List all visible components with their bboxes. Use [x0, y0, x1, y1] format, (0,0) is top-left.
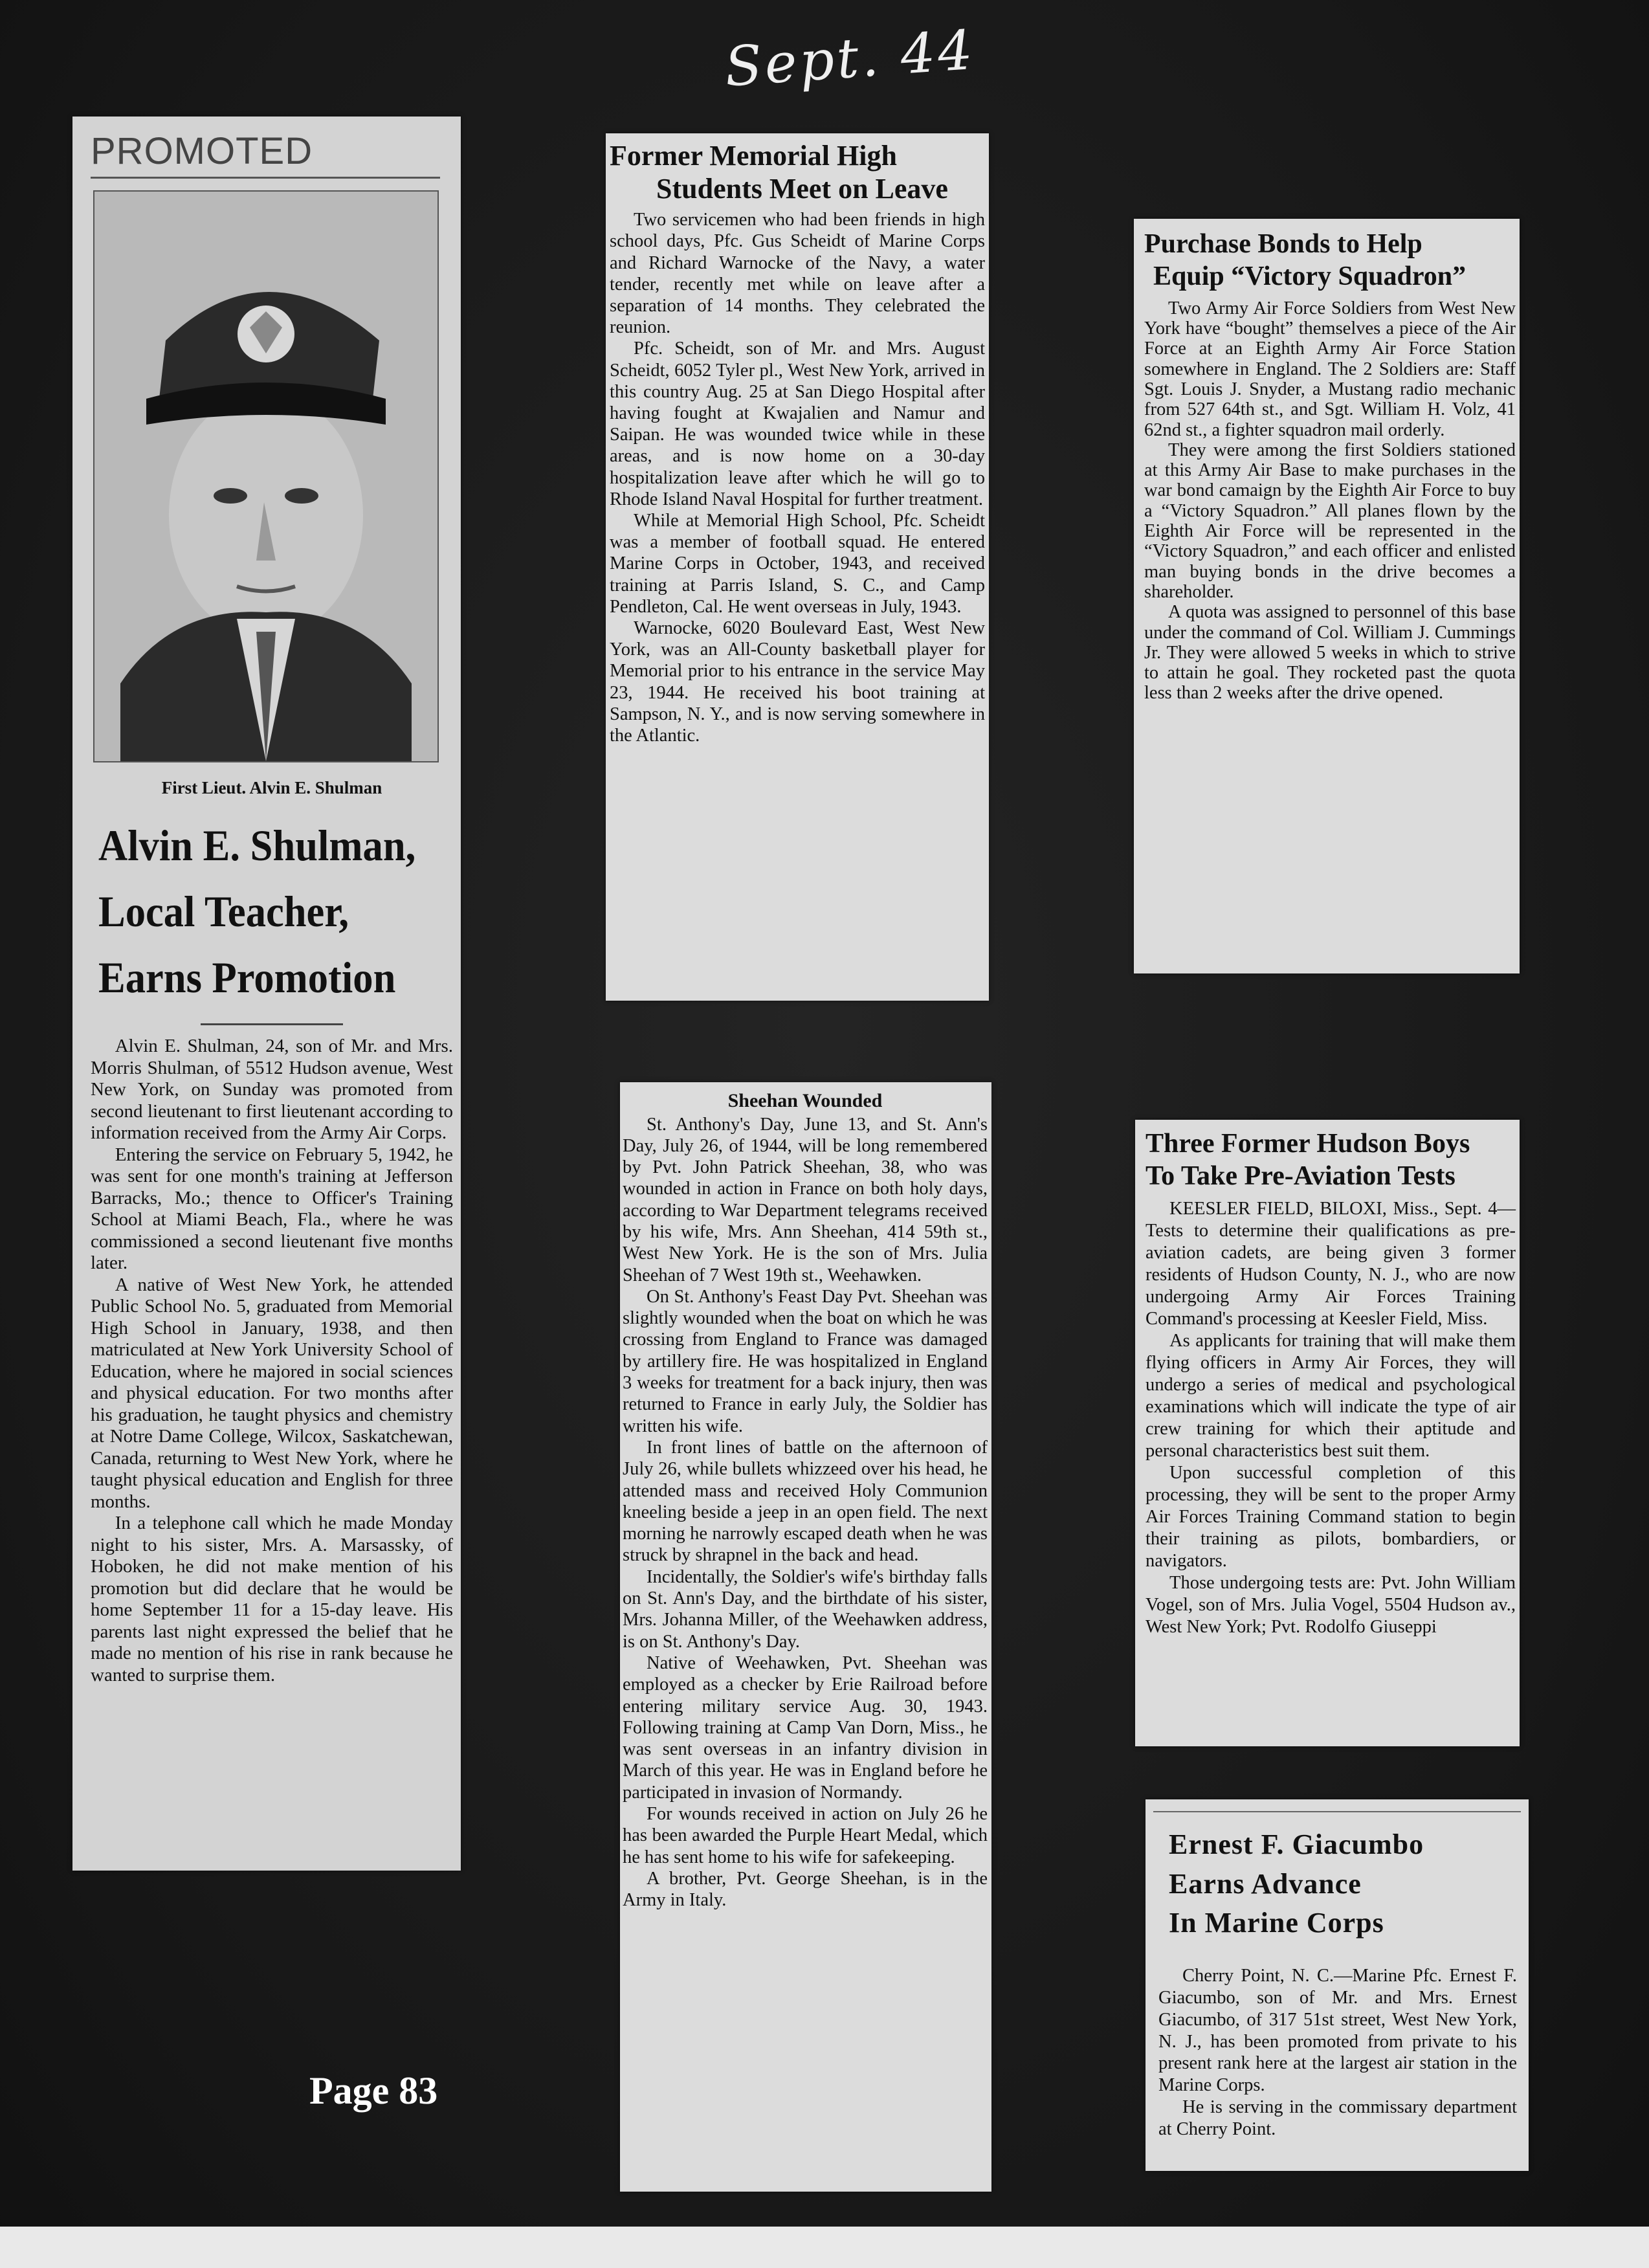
- paragraph: Upon successful completion of this processing, they will be sent to the proper Army Air Forces Training Command station to begin their training as pilots, bombardiers, or navigators.: [1145, 1462, 1516, 1571]
- officer-portrait-photo: [93, 190, 439, 762]
- clipping-sheehan-wounded: [620, 1082, 991, 2192]
- article-body: [1158, 1965, 1517, 2140]
- paragraph: Alvin E. Shulman, 24, son of Mr. and Mrs. Morris Shulman, of 5512 Hudson avenue, West New York, on Sunday was promoted from second lieutenant to first lieutenant according to information received from the Army Air Corps.: [91, 1036, 453, 1143]
- headline-line: Ernest F. Giacumbo: [1169, 1829, 1424, 1860]
- clipping-shulman-promotion: [72, 117, 461, 1871]
- page-number: Page 83: [309, 2069, 438, 2112]
- clipping-victory-squadron: [1134, 219, 1520, 973]
- photo-caption: First Lieut. Alvin E. Shulman: [161, 778, 382, 797]
- paragraph: In front lines of battle on the afternoon of July 26, while bullets whizzeed over his head, he attended mass and received Holy Communion kneeling beside a jeep in an open field. The next morning he narrowly escaped death when he was struck by shrapnel in the back and head.: [623, 1437, 988, 1566]
- divider: [201, 1023, 343, 1025]
- clipping-pre-aviation-tests: [1135, 1120, 1520, 1746]
- paragraph: As applicants for training that will make them flying officers in Army Air Forces, they will undergo a series of medical and psychological examinations which will indicate the type of air crew training for which their aptitude and personal characteristics best suit them.: [1145, 1330, 1516, 1461]
- paragraph: He is serving in the commissary department at Cherry Point.: [1158, 2096, 1517, 2139]
- paragraph: For wounds received in action on July 26 he has been awarded the Purple Heart Medal, which he has sent home to his wife for safekeeping.: [623, 1804, 988, 1867]
- article-body: [1144, 298, 1516, 704]
- headline: [98, 812, 425, 1010]
- headline: [1144, 228, 1516, 293]
- paragraph: St. Anthony's Day, June 13, and St. Ann's Day, July 26, of 1944, will be long remembered by Pvt. John Patrick Sheehan, 38, who was wounded in action in France on both holy days, according to War Department telegrams received by his wife, Mrs. Ann Sheehan, 414 59th st., West New York. He is the son of Mrs. Julia Sheehan of 7 West 19th st., Weehawken.: [623, 1114, 988, 1285]
- headline: [1145, 1128, 1516, 1193]
- paragraph: Those undergoing tests are: Pvt. John William Vogel, son of Mrs. Julia Vogel, 5504 Hudson av., West New York; Pvt. Rodolfo Giuseppi: [1145, 1572, 1516, 1637]
- headline-line: Earns Promotion: [98, 953, 396, 1002]
- paragraph: Warnocke, 6020 Boulevard East, West New York, was an All-County basketball player for Memorial prior to his entrance in the service May 23, 1944. He received his boot training at Sampson, N. Y., and is now serving somewhere in the Atlantic.: [610, 618, 985, 746]
- paragraph: Two Army Air Force Soldiers from West New York have “bought” themselves a piece of the Air Force at an Eighth Army Air Force Station somewhere in England. The 2 Soldiers are: Staff Sgt. Louis J. Snyder, a Mustang radio mechanic from 527 64th st., and Sgt. William H. Volz, 41 62nd st., a fighter squadron mail orderly.: [1144, 298, 1516, 440]
- kicker-label: PROMOTED: [91, 129, 440, 179]
- clipping-memorial-high: [606, 133, 989, 1001]
- article-body: [1145, 1198, 1516, 1638]
- paragraph: In a telephone call which he made Monday night to his sister, Mrs. A. Marsassky, of Hoboken, he did not make mention of his promotion but did declare that he would be home September 11 for a 15-day leave. His parents last night expressed the belief that he made no mention of his rise in rank because he wanted to surprise them.: [91, 1513, 453, 1685]
- article-body: [610, 209, 985, 746]
- headline: Sheehan Wounded: [727, 1090, 883, 1111]
- portrait-illustration: [94, 192, 437, 761]
- paragraph: While at Memorial High School, Pfc. Scheidt was a member of football squad. He entered Marine Corps in October, 1943, and received training at Parris Island, S. C., and Camp Pendleton, Cal. He went overseas in July, 1943.: [610, 511, 985, 617]
- scan-bottom-edge: [0, 2227, 1649, 2268]
- paragraph: Two servicemen who had been friends in high school days, Pfc. Gus Scheidt of Marine Corps and Richard Warnocke of the Navy, a water tender, recently met while on leave after a separation of 14 months. They celebrated the reunion.: [610, 210, 985, 338]
- paragraph: Native of Weehawken, Pvt. Sheehan was employed as a checker by Erie Railroad before entering military service Aug. 30, 1943. Following training at Camp Van Dorn, Miss., he was sent overseas in an infantry division in March of this year. He was in England before he participated in invasion of Normandy.: [623, 1652, 988, 1803]
- headline-line: Students Meet on Leave: [656, 172, 948, 205]
- article-body: [91, 1036, 453, 1686]
- paragraph: Pfc. Scheidt, son of Mr. and Mrs. August Scheidt, 6052 Tyler pl., West New York, arrived in this country Aug. 25 at San Diego Hospital after having fought at Kwajalien and Namur and Saipan. He was wounded twice while in these areas, and is now home on a 30-day hospitalization leave after which he will go to Rhode Island Naval Hospital for further treatment.: [610, 339, 985, 509]
- headline-line: Earns Advance: [1169, 1867, 1362, 1900]
- article-body: [623, 1114, 988, 1911]
- paragraph: KEESLER FIELD, BILOXI, Miss., Sept. 4—Tests to determine their qualifications as pre-aviation cadets, are being given 3 former residents of Hudson County, N. J., who are now undergoing Army Air Forces Training Command's processing at Keesler Field, Miss.: [1145, 1198, 1516, 1329]
- paragraph: A brother, Pvt. George Sheehan, is in the Army in Italy.: [623, 1868, 988, 1911]
- headline-line: Equip “Victory Squadron”: [1153, 261, 1466, 292]
- divider: [1153, 1811, 1521, 1812]
- handwritten-date: Sept. 44: [722, 17, 977, 99]
- headline-line: Alvin E. Shulman,: [98, 821, 416, 870]
- paragraph: Incidentally, the Soldier's wife's birthday falls on St. Ann's Day, and the birthdate of his sister, Mrs. Johanna Miller, of the Weehawken address, is on St. Anthony's Day.: [623, 1566, 988, 1652]
- headline-line: Purchase Bonds to Help: [1144, 229, 1422, 259]
- headline: [1169, 1825, 1517, 1943]
- headline-line: To Take Pre-Aviation Tests: [1145, 1161, 1455, 1192]
- paragraph: A native of West New York, he attended Public School No. 5, graduated from Memorial High School in January, 1938, and then matriculated at New York University School of Education, where he majored in social sciences and physical education. For two months after his graduation, he taught physics and chemistry at Notre Dame College, Wilcox, Saskatchewan, Canada, returning to West New York, where he taught physical education and English for three months.: [91, 1274, 453, 1512]
- headline-line: Three Former Hudson Boys: [1145, 1129, 1470, 1159]
- headline: [610, 140, 985, 205]
- headline-line: In Marine Corps: [1169, 1907, 1384, 1939]
- paragraph: On St. Anthony's Feast Day Pvt. Sheehan was slightly wounded when the boat on which he was crossing from England to France was damaged by artillery fire. He was hospitalized in England 3 weeks for treatment for a back injury, then was returned to France in early July, the Soldier has written his wife.: [623, 1286, 988, 1436]
- paragraph: Entering the service on February 5, 1942, he was sent for one month's training at Jefferson Barracks, Mo.; thence to Officer's Training School at Miami Beach, Fla., where he was commissioned a second lieutenant five months later.: [91, 1144, 453, 1273]
- paragraph: Cherry Point, N. C.—Marine Pfc. Ernest F. Giacumbo, son of Mr. and Mrs. Ernest Giacumbo, of 317 51st street, West New York, N. J., has been promoted from private to his present rank here at the largest air station in the Marine Corps.: [1158, 1966, 1517, 2096]
- paragraph: They were among the first Soldiers stationed at this Army Air Base to make purchases in the war bond camaign by the Eighth Air Force to buy a “Victory Squadron.” All planes flown by the Eighth Air Force will be represented in the “Victory Squadron,” and each officer and enlisted man buying bonds in the drive becomes a shareholder.: [1144, 439, 1516, 602]
- headline-line: Local Teacher,: [98, 887, 349, 936]
- headline-line: Former Memorial High: [610, 140, 897, 172]
- paragraph: A quota was assigned to personnel of this base under the command of Col. William J. Cummings Jr. They were allowed 5 weeks in which to strive to attain he goal. They rocketed past the quota less than 2 weeks after the drive opened.: [1144, 602, 1516, 704]
- clipping-giacumbo-marine: [1145, 1799, 1529, 2171]
